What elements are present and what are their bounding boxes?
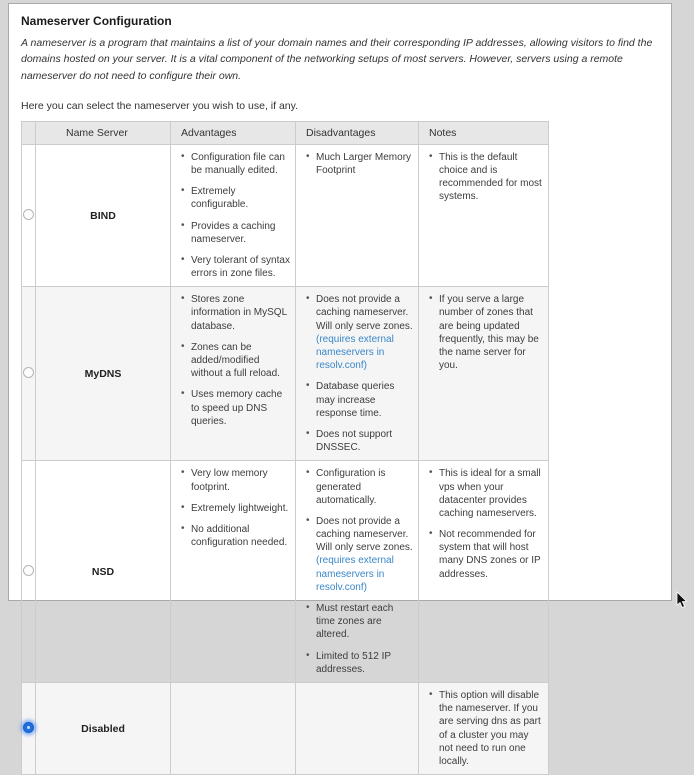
advantages-cell <box>171 682 296 774</box>
disadvantages-list <box>302 293 414 454</box>
notes-list <box>425 293 544 372</box>
bullet-item: • Much Larger Memory Footprint <box>306 151 414 177</box>
bullet-item: • Very tolerant of syntax errors in zone files. <box>181 254 291 280</box>
bullet-item: • Uses memory cache to speed up DNS queries. <box>181 388 291 428</box>
bullet-item: • Must restart each time zones are altered. <box>306 602 414 642</box>
notes-column-header: Notes <box>419 121 549 144</box>
notes-cell <box>419 682 549 774</box>
nameserver-config-panel <box>8 3 672 767</box>
bullet-item: • Configuration file can be manually edited. <box>181 151 291 177</box>
radio-column-header <box>22 121 36 144</box>
nameserver-name: MyDNS <box>36 287 171 461</box>
table-header-row <box>22 121 549 144</box>
bullet-item: • Extremely lightweight. <box>181 502 291 515</box>
selection-instruction: Here you can select the nameserver you wish to use, if any. <box>21 99 299 112</box>
radio-nsd[interactable] <box>23 565 34 576</box>
resolv-conf-link[interactable]: (requires external nameservers in resolv.conf) <box>316 333 394 372</box>
radio-cell-disabled <box>22 682 36 774</box>
disadvantages-list <box>302 467 414 676</box>
bullet-item: • If you serve a large number of zones that are being updated frequently, this may be the name server for you. <box>429 293 544 372</box>
advantages-list <box>177 293 291 428</box>
disadvantages-cell <box>296 287 419 461</box>
nameserver-name: Disabled <box>36 682 171 774</box>
bullet-item: • Extremely configurable. <box>181 185 291 211</box>
table-row-bind <box>22 144 549 287</box>
radio-bind[interactable] <box>23 209 34 220</box>
bullet-item: • Does not provide a caching nameserver. Will only serve zones. (requires external nameservers in resolv.conf) <box>306 515 414 594</box>
bullet-item: • This is the default choice and is recommended for most systems. <box>429 151 544 204</box>
nameserver-name: NSD <box>36 461 171 683</box>
bullet-item: • This option will disable the nameserver. If you are serving dns as part of a cluster you may not need to run one locally. <box>429 689 544 768</box>
bullet-item: • Zones can be added/modified without a full reload. <box>181 341 291 381</box>
bullet-item: • Very low memory footprint. <box>181 467 291 493</box>
disadvantages-cell <box>296 682 419 774</box>
advantages-cell <box>171 461 296 683</box>
bullet-item: • No additional configuration needed. <box>181 523 291 549</box>
notes-list <box>425 689 544 768</box>
table-row-disabled <box>22 682 549 774</box>
disadvantages-list <box>302 151 414 177</box>
table-row-nsd <box>22 461 549 683</box>
radio-cell-nsd <box>22 461 36 683</box>
notes-list <box>425 151 544 204</box>
page-description: A nameserver is a program that maintains a list of your domain names and their corresponding IP addresses, allowing visitors to find the domains hosted on your server. It is a vital component of the networking setups of most servers. However, servers using a remote nameserver do not need to configure their own. <box>21 37 653 82</box>
disadvantages-column-header: Disadvantages <box>296 121 419 144</box>
name-server-column-header: Name Server <box>36 121 171 144</box>
bullet-item: • Provides a caching nameserver. <box>181 220 291 246</box>
radio-mydns[interactable] <box>23 367 34 378</box>
resolv-conf-link[interactable]: (requires external nameservers in resolv.conf) <box>316 555 394 593</box>
disadvantages-cell <box>296 144 419 287</box>
notes-cell <box>419 461 549 683</box>
advantages-cell <box>171 287 296 461</box>
bullet-item: • Does not support DNSSEC. <box>306 428 414 454</box>
notes-cell <box>419 144 549 287</box>
table-row-mydns <box>22 287 549 461</box>
page-title: Nameserver Configuration <box>21 14 172 28</box>
bullet-item: • Limited to 512 IP addresses. <box>306 650 414 676</box>
bullet-item: • Does not provide a caching nameserver. Will only serve zones. (requires external nameservers in resolv.conf) <box>306 293 414 372</box>
bullet-item: • Database queries may increase response time. <box>306 380 414 420</box>
nameserver-table <box>21 121 549 775</box>
bullet-item: • This is ideal for a small vps when your datacenter provides caching nameservers. <box>429 467 544 520</box>
notes-cell <box>419 287 549 461</box>
bullet-item: • Stores zone information in MySQL database. <box>181 293 291 333</box>
notes-list <box>425 467 544 581</box>
bullet-item: • Configuration is generated automatically. <box>306 467 414 507</box>
disadvantages-cell <box>296 461 419 683</box>
radio-cell-bind <box>22 144 36 287</box>
advantages-column-header: Advantages <box>171 121 296 144</box>
radio-disabled-selected[interactable] <box>23 722 34 733</box>
radio-cell-mydns <box>22 287 36 461</box>
bullet-item: • Not recommended for system that will host many DNS zones or IP addresses. <box>429 528 544 581</box>
advantages-list <box>177 467 291 549</box>
advantages-list <box>177 151 291 281</box>
mouse-cursor <box>676 592 690 610</box>
advantages-cell <box>171 144 296 287</box>
nameserver-name: BIND <box>36 144 171 287</box>
